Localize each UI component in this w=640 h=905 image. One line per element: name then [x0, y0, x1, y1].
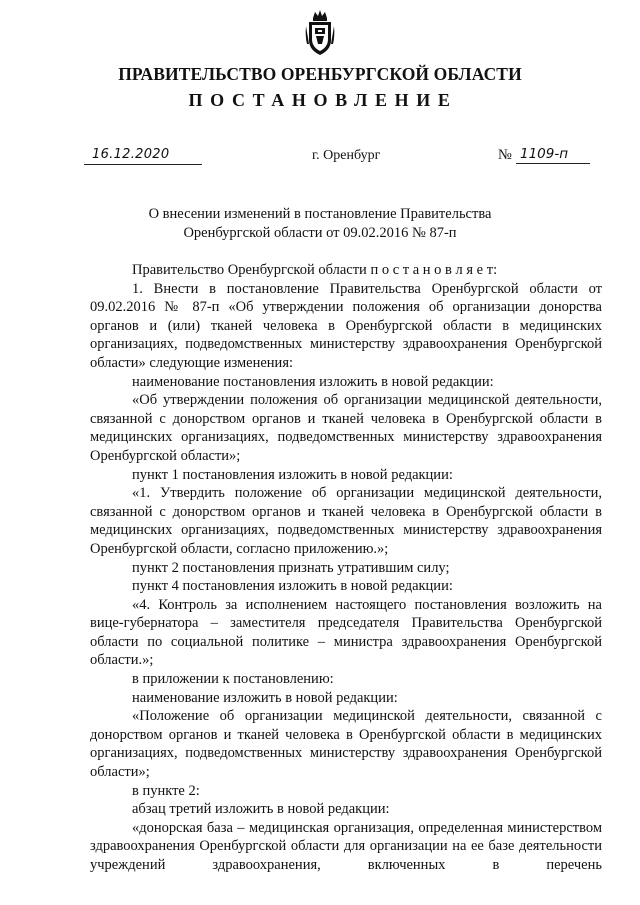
decree-date: [84, 147, 204, 167]
subject-line-2: Оренбургской области от 09.02.2016 № 87-п: [183, 225, 457, 241]
body-paragraph: Правительство Оренбургской области п о с т а н о в л я е т:: [132, 262, 498, 278]
body-paragraph: «Положение об организации медицинской деятельности, связанной с донорством органов и тканей человека в Оренбургской области в медицинских организациях, подведомственных министерству здравоохранения Оренбургской области»;: [90, 708, 602, 781]
body-paragraph: наименование постановления изложить в новой редакции:: [132, 373, 494, 390]
subject-line-1: О внесении изменений в постановление Правительства: [148, 206, 492, 222]
body-paragraph: «4. Контроль за исполнением настоящего постановления возложить на вице-губернатора – заместителя председателя Правительства Оренбургской области по социальной политике – министра здравоохранения Оренбургской области.»;: [90, 596, 602, 669]
decree-number: [498, 146, 593, 166]
body-paragraph: «донорская база – медицинская организация, определенная министерством здравоохранения Оренбургской области для организации на ее базе деятельности учреждений здравоохранения, включенных в перечень: [90, 819, 602, 873]
decree-body: [90, 261, 602, 875]
body-paragraph: «1. Утвердить положение об организации медицинской деятельности, связанной с донорством органов и тканей человека в Оренбургской области в медицинских организациях, подведомственных министерству здравоохранения Оренбургской области, согласно приложению.»;: [90, 485, 602, 557]
coat-of-arms-icon: [305, 8, 335, 58]
body-paragraph: в пункте 2:: [132, 782, 200, 799]
decree-subject: [0, 205, 640, 243]
decree-city: г. Оренбург: [312, 148, 381, 163]
body-paragraph: абзац третий изложить в новой редакции:: [132, 801, 390, 818]
body-paragraph: в приложении к постановлению:: [132, 671, 334, 688]
body-paragraph: пункт 1 постановления изложить в новой редакции:: [132, 466, 453, 483]
body-paragraph: пункт 2 постановления признать утратившим силу;: [132, 559, 450, 576]
decree-date-value: 16.12.2020: [92, 147, 170, 162]
number-underline: [516, 163, 590, 164]
org-title: ПРАВИТЕЛЬСТВО ОРЕНБУРГСКОЙ ОБЛАСТИ: [118, 64, 522, 84]
body-paragraph: 1. Внести в постановление Правительства Оренбургской области от 09.02.2016 № 87-п «Об утверждении положения об организации донорства органов и (или) тканей человека в Оренбургской области в медицинских организациях, подведомственных министерству здравоохранения Оренбургской области» следующие изменения:: [90, 280, 602, 371]
body-paragraph: «Об утверждении положения об организации медицинской деятельности, связанной с донорством органов и тканей человека в Оренбургской области в медицинских организациях, подведомственных министерству здравоохранения Оренбургской области»;: [90, 392, 602, 464]
date-underline: [84, 164, 202, 165]
decree-number-value: 1109-п: [520, 146, 569, 162]
number-sign: №: [498, 147, 512, 163]
document-type-title: ПОСТАНОВЛЕНИЕ: [188, 90, 458, 110]
body-paragraph: наименование изложить в новой редакции:: [132, 689, 398, 706]
body-paragraph: пункт 4 постановления изложить в новой редакции:: [132, 578, 453, 595]
